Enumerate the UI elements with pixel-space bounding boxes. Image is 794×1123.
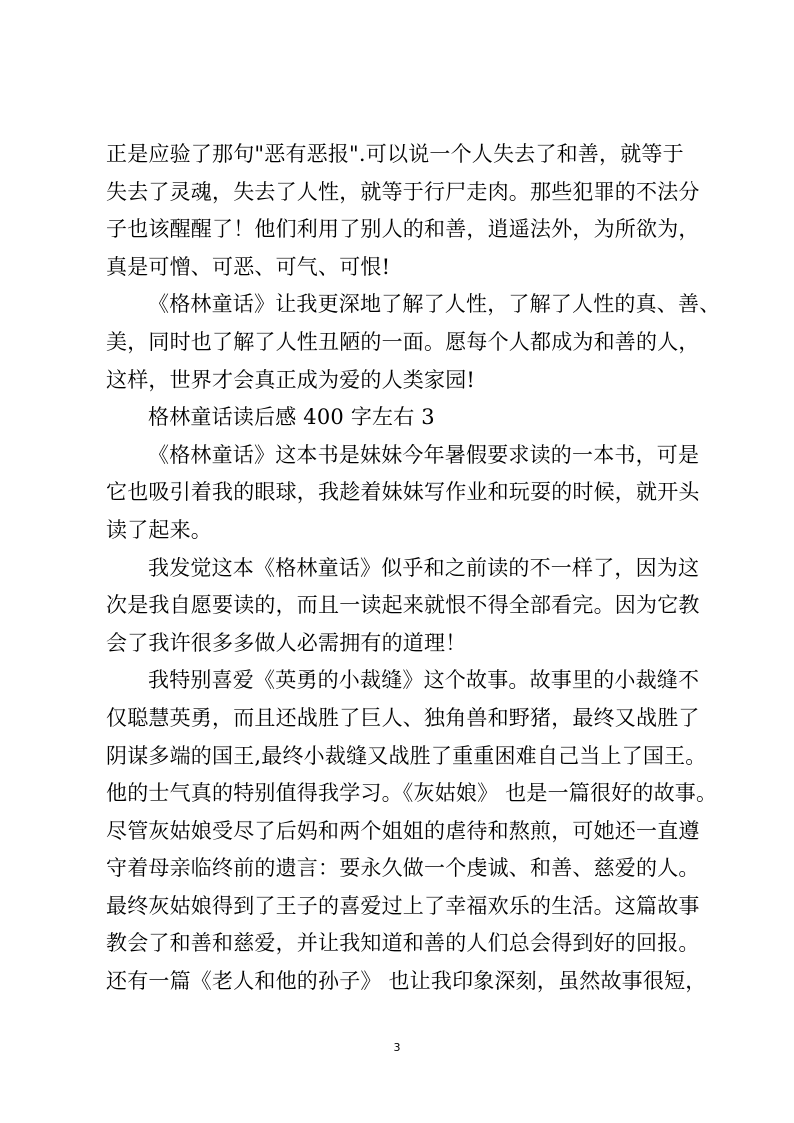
text-line: 子也该醒醒了！他们利用了别人的和善，逍遥法外，为所欲为，	[106, 217, 700, 242]
text-line: 这样，世界才会真正成为爱的人类家园!	[106, 367, 476, 392]
text-line: 真是可憎、可恶、可气、可恨!	[106, 254, 391, 279]
text-line: 我特别喜爱《英勇的小裁缝》这个故事。故事里的小裁缝不	[148, 668, 700, 693]
text-line: 仅聪慧英勇，而且还战胜了巨人、独角兽和野猪，最终又战胜了	[106, 705, 700, 730]
text-line: 守着母亲临终前的遗言：要永久做一个虔诚、和善、慈爱的人。	[106, 856, 700, 881]
text-line: 它也吸引着我的眼球，我趁着妹妹写作业和玩耍的时候，就开头	[106, 480, 700, 505]
section-heading: 格林童话读后感 400 字左右 3	[148, 405, 435, 430]
text-line: 失去了灵魂，失去了人性，就等于行尸走肉。那些犯罪的不法分	[106, 179, 700, 204]
text-line: 我发觉这本《格林童话》似乎和之前读的不一样了，因为这	[148, 555, 700, 580]
text-line: 次是我自愿要读的，而且一读起来就恨不得全部看完。因为它教	[106, 593, 700, 618]
text-line: 教会了和善和慈爱，并让我知道和善的人们总会得到好的回报。	[106, 931, 700, 956]
text-line: 《格林童话》这本书是妹妹今年暑假要求读的一本书，可是	[148, 442, 700, 467]
page-number: 3	[393, 1041, 401, 1054]
text-line: 尽管灰姑娘受尽了后妈和两个姐姐的虐待和熬煎，可她还一直遵	[106, 818, 700, 843]
text-line: 读了起来。	[106, 517, 212, 542]
text-line: 会了我许很多多做人必需拥有的道理！	[106, 630, 467, 655]
text-line: 美，同时也了解了人性丑陋的一面。愿每个人都成为和善的人，	[106, 329, 700, 354]
text-line: 还有一篇《老人和他的孙子》 也让我印象深刻，虽然故事很短，	[106, 969, 707, 994]
text-line: 最终灰姑娘得到了王子的喜爱过上了幸福欢乐的生活。这篇故事	[106, 893, 700, 918]
text-line: 他的士气真的特别值得我学习。《灰姑娘》 也是一篇很好的故事。	[106, 781, 718, 806]
text-line: 阴谋多端的国王,最终小裁缝又战胜了重重困难自己当上了国王。	[106, 743, 707, 768]
text-line: 《格林童话》让我更深地了解了人性，了解了人性的真、善、	[148, 292, 721, 317]
body-text	[106, 136, 721, 1001]
text-line: 正是应验了那句"恶有恶报".可以说一个人失去了和善，就等于	[106, 142, 684, 166]
